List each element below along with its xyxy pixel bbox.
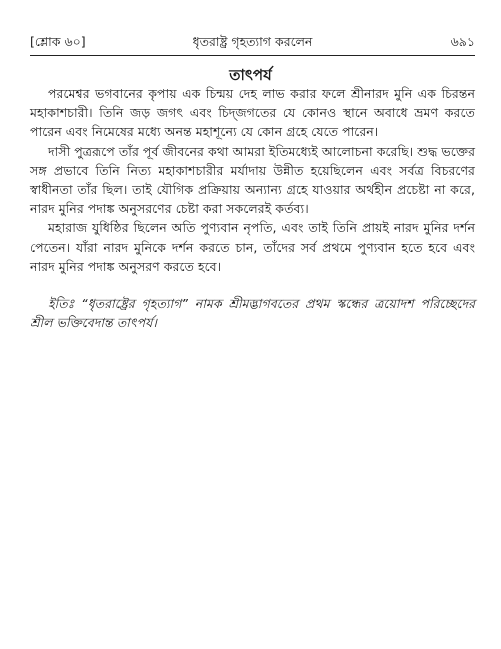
paragraph: মহারাজ যুধিষ্ঠির ছিলেন অতি পুণ্যবান নৃপতি, এবং তাই তিনি প্রায়ই নারদ মুনির দর্শন পেতেন। যাঁরা নারদ মুনিকে দর্শন করতে চান, তাঁদের সর্ব প্রথমে পুণ্যবান হতে হবে এবং নারদ মুনির পদাঙ্ক অনুসরণ করতে হবে। <box>30 220 475 274</box>
closing-note: ইতিঃ “ধৃতরাষ্ট্রের গৃহত্যাগ” নামক শ্রীমদ্ভাগবতের প্রথম স্কন্ধের ত্রয়োদশ পরিচ্ছেদের শ্রীল ভক্তিবেদান্ত তাৎপর্য। <box>30 296 475 331</box>
paragraph: দাসী পুত্ররূপে তাঁর পূর্ব জীবনের কথা আমরা ইতিমধ্যেই আলোচনা করেছি। শুদ্ধ ভক্তের সঙ্গ প্রভাবে তিনি নিত্য মহাকাশচারীর মর্যাদায় উন্নীত হয়েছিলেন এবং সর্বত্র বিচরণের স্বাধীনতা তাঁর ছিল। তাই যৌগিক প্রক্রিয়ায় অন্যান্য গ্রহে যাওয়ার অর্থহীন প্রচেষ্টা না করে, নারদ মুনির পদাঙ্ক অনুসরণের চেষ্টা করা সকলেরই কর্তব্য। <box>30 143 475 217</box>
header-rule <box>30 55 475 56</box>
section-title: তাৎপর্য <box>229 66 272 84</box>
chapter-title: ধৃতরাষ্ট্র গৃহত্যাগ করলেন <box>192 34 313 49</box>
running-header <box>30 34 475 54</box>
paragraph: পরমেশ্বর ভগবানের কৃপায় এক চিন্ময় দেহ লাভ করার ফলে শ্রীনারদ মুনি এক চিরন্তন মহাকাশচারী। তিনি জড় জগৎ এবং চিদ্‌জগতের যে কোনও স্থানে অবাধে ভ্রমণ করতে পারেন এবং নিমেষের মধ্যে অনন্ত মহাশূন্যে যে কোন গ্রহে যেতে পারেন। <box>30 86 475 140</box>
page-number: ৬৯১ <box>450 34 475 49</box>
verse-reference: [শ্লোক ৬০] <box>30 34 86 49</box>
body-text <box>30 84 475 332</box>
